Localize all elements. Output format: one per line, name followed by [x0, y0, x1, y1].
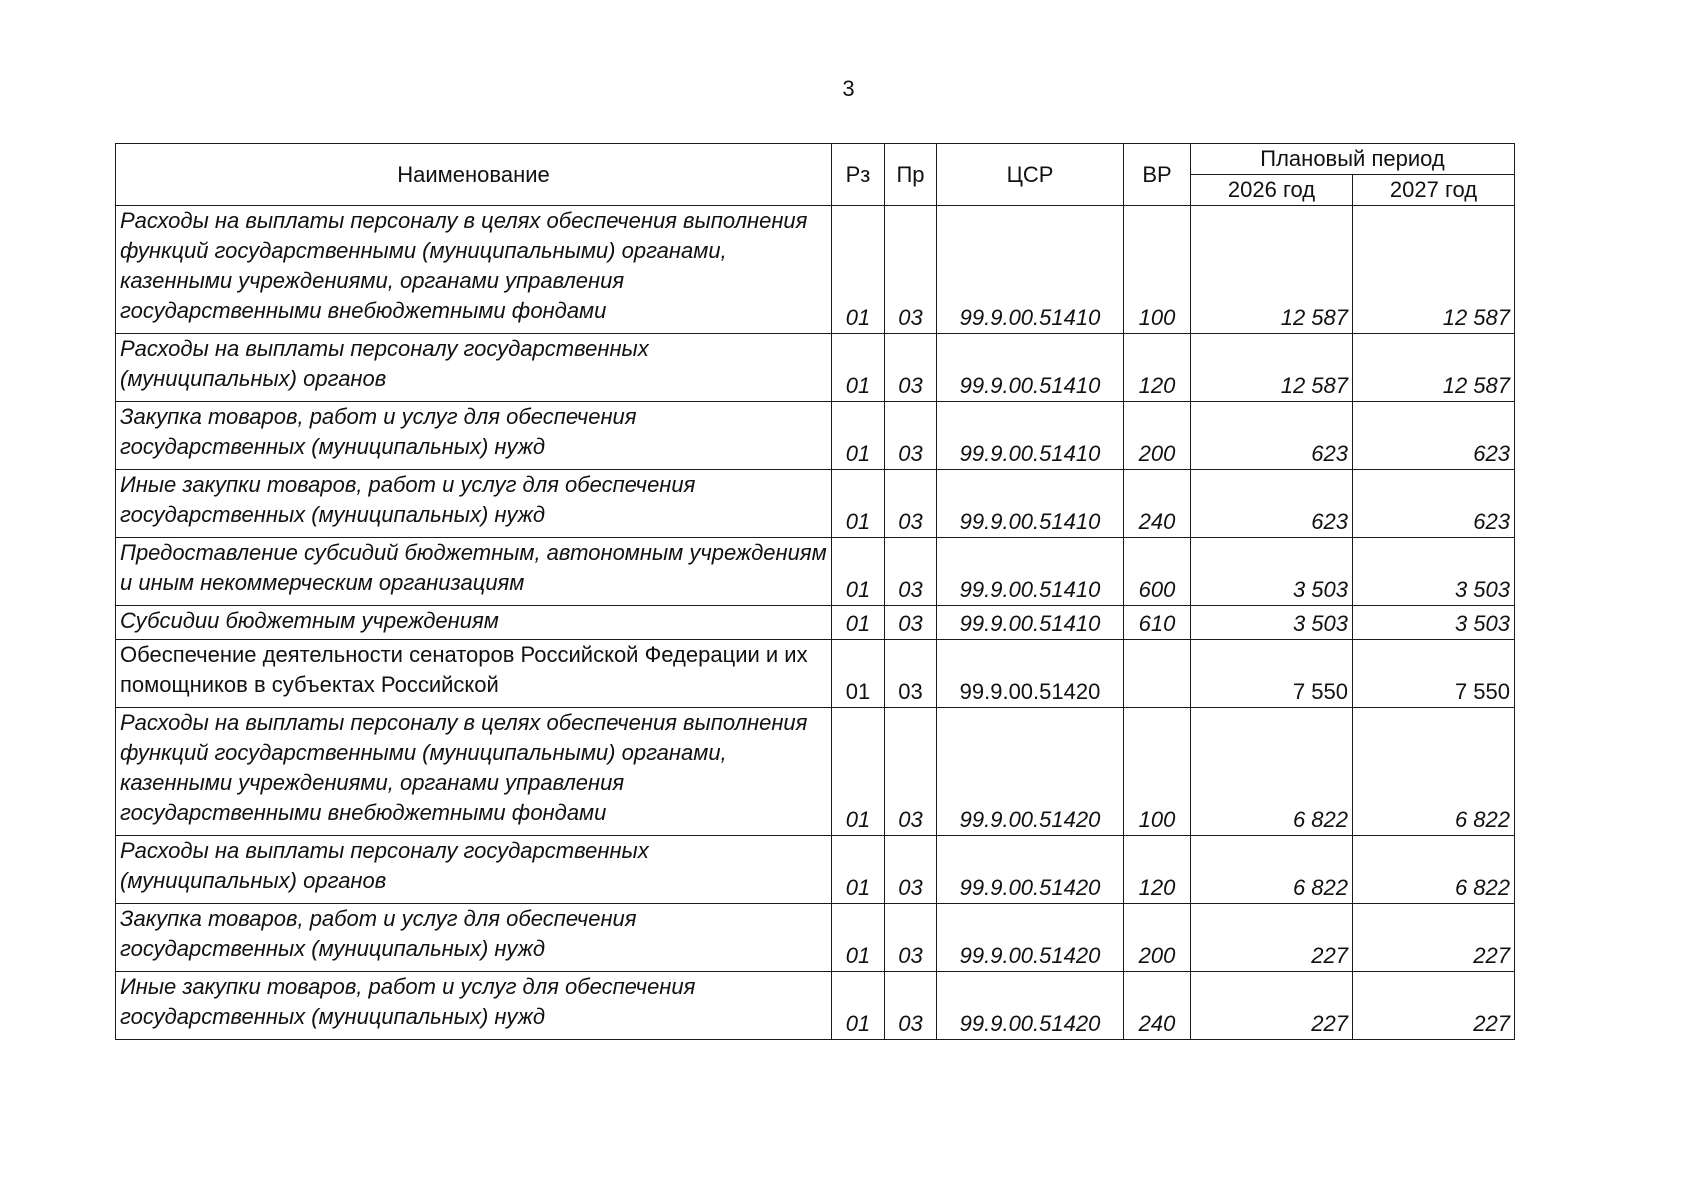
row-vr: 600 [1124, 538, 1191, 606]
row-pr: 03 [885, 708, 937, 836]
row-name: Расходы на выплаты персоналу государственных (муниципальных) органов [116, 836, 832, 904]
row-vr: 100 [1124, 206, 1191, 334]
table-row [116, 640, 1515, 708]
row-pr: 03 [885, 606, 937, 640]
row-value-2026: 227 [1191, 904, 1353, 972]
table-header [116, 144, 1515, 206]
table-row [116, 972, 1515, 1040]
row-csr: 99.9.00.51420 [937, 640, 1124, 708]
row-rz: 01 [832, 708, 885, 836]
header-planned-period: Плановый период [1191, 144, 1515, 175]
row-csr: 99.9.00.51410 [937, 538, 1124, 606]
table-row [116, 334, 1515, 402]
row-pr: 03 [885, 206, 937, 334]
row-value-2027: 3 503 [1353, 606, 1515, 640]
page-number: 3 [842, 76, 855, 101]
row-value-2026: 7 550 [1191, 640, 1353, 708]
header-csr: ЦСР [937, 144, 1124, 206]
row-value-2027: 3 503 [1353, 538, 1515, 606]
row-rz: 01 [832, 470, 885, 538]
row-pr: 03 [885, 972, 937, 1040]
row-csr: 99.9.00.51420 [937, 972, 1124, 1040]
row-value-2027: 623 [1353, 470, 1515, 538]
row-name: Расходы на выплаты персоналу государственных (муниципальных) органов [116, 334, 832, 402]
row-csr: 99.9.00.51410 [937, 470, 1124, 538]
row-rz: 01 [832, 972, 885, 1040]
table-row [116, 470, 1515, 538]
row-value-2027: 6 822 [1353, 836, 1515, 904]
row-rz: 01 [832, 206, 885, 334]
row-name: Иные закупки товаров, работ и услуг для обеспечения государственных (муниципальных) нужд [116, 972, 832, 1040]
row-name: Расходы на выплаты персоналу в целях обеспечения выполнения функций государственными (муниципальными) органами, казенными учреждениями, органами управления государственными внебюджетными фондами [116, 708, 832, 836]
row-value-2026: 6 822 [1191, 708, 1353, 836]
row-value-2026: 227 [1191, 972, 1353, 1040]
table-row [116, 904, 1515, 972]
row-csr: 99.9.00.51420 [937, 836, 1124, 904]
row-rz: 01 [832, 538, 885, 606]
row-vr: 610 [1124, 606, 1191, 640]
table-row [116, 606, 1515, 640]
row-value-2027: 227 [1353, 972, 1515, 1040]
row-rz: 01 [832, 402, 885, 470]
row-pr: 03 [885, 640, 937, 708]
table-row [116, 708, 1515, 836]
row-csr: 99.9.00.51420 [937, 904, 1124, 972]
row-vr: 120 [1124, 334, 1191, 402]
table-row [116, 836, 1515, 904]
table-row [116, 206, 1515, 334]
row-value-2027: 623 [1353, 402, 1515, 470]
row-value-2026: 12 587 [1191, 334, 1353, 402]
row-csr: 99.9.00.51410 [937, 606, 1124, 640]
row-pr: 03 [885, 836, 937, 904]
row-rz: 01 [832, 606, 885, 640]
row-value-2027: 227 [1353, 904, 1515, 972]
row-rz: 01 [832, 334, 885, 402]
row-csr: 99.9.00.51410 [937, 334, 1124, 402]
row-value-2026: 12 587 [1191, 206, 1353, 334]
table-row [116, 402, 1515, 470]
header-name: Наименование [116, 144, 832, 206]
header-year-2026: 2026 год [1191, 175, 1353, 206]
header-year-2027: 2027 год [1353, 175, 1515, 206]
row-pr: 03 [885, 470, 937, 538]
row-pr: 03 [885, 904, 937, 972]
row-vr [1124, 640, 1191, 708]
row-value-2027: 12 587 [1353, 334, 1515, 402]
row-vr: 100 [1124, 708, 1191, 836]
row-rz: 01 [832, 640, 885, 708]
row-rz: 01 [832, 836, 885, 904]
row-name: Субсидии бюджетным учреждениям [116, 606, 832, 640]
row-pr: 03 [885, 402, 937, 470]
row-name: Закупка товаров, работ и услуг для обеспечения государственных (муниципальных) нужд [116, 402, 832, 470]
row-value-2027: 7 550 [1353, 640, 1515, 708]
table-body [116, 206, 1515, 1040]
row-value-2026: 623 [1191, 470, 1353, 538]
row-rz: 01 [832, 904, 885, 972]
row-value-2026: 3 503 [1191, 606, 1353, 640]
row-value-2027: 12 587 [1353, 206, 1515, 334]
row-name: Иные закупки товаров, работ и услуг для обеспечения государственных (муниципальных) нужд [116, 470, 832, 538]
row-vr: 240 [1124, 470, 1191, 538]
row-value-2027: 6 822 [1353, 708, 1515, 836]
row-value-2026: 6 822 [1191, 836, 1353, 904]
row-vr: 200 [1124, 904, 1191, 972]
header-pr: Пр [885, 144, 937, 206]
row-name: Предоставление субсидий бюджетным, автономным учреждениям и иным некоммерческим организациям [116, 538, 832, 606]
row-name: Расходы на выплаты персоналу в целях обеспечения выполнения функций государственными (муниципальными) органами, казенными учреждениями, органами управления государственными внебюджетными фондами [116, 206, 832, 334]
row-pr: 03 [885, 334, 937, 402]
table-row [116, 538, 1515, 606]
row-vr: 200 [1124, 402, 1191, 470]
row-csr: 99.9.00.51410 [937, 402, 1124, 470]
row-name: Закупка товаров, работ и услуг для обеспечения государственных (муниципальных) нужд [116, 904, 832, 972]
row-csr: 99.9.00.51410 [937, 206, 1124, 334]
row-vr: 120 [1124, 836, 1191, 904]
budget-table [115, 143, 1515, 1040]
row-value-2026: 623 [1191, 402, 1353, 470]
row-csr: 99.9.00.51420 [937, 708, 1124, 836]
row-value-2026: 3 503 [1191, 538, 1353, 606]
row-name: Обеспечение деятельности сенаторов Российской Федерации и их помощников в субъектах Российской [116, 640, 832, 708]
row-vr: 240 [1124, 972, 1191, 1040]
row-pr: 03 [885, 538, 937, 606]
header-rz: Рз [832, 144, 885, 206]
header-vr: ВР [1124, 144, 1191, 206]
